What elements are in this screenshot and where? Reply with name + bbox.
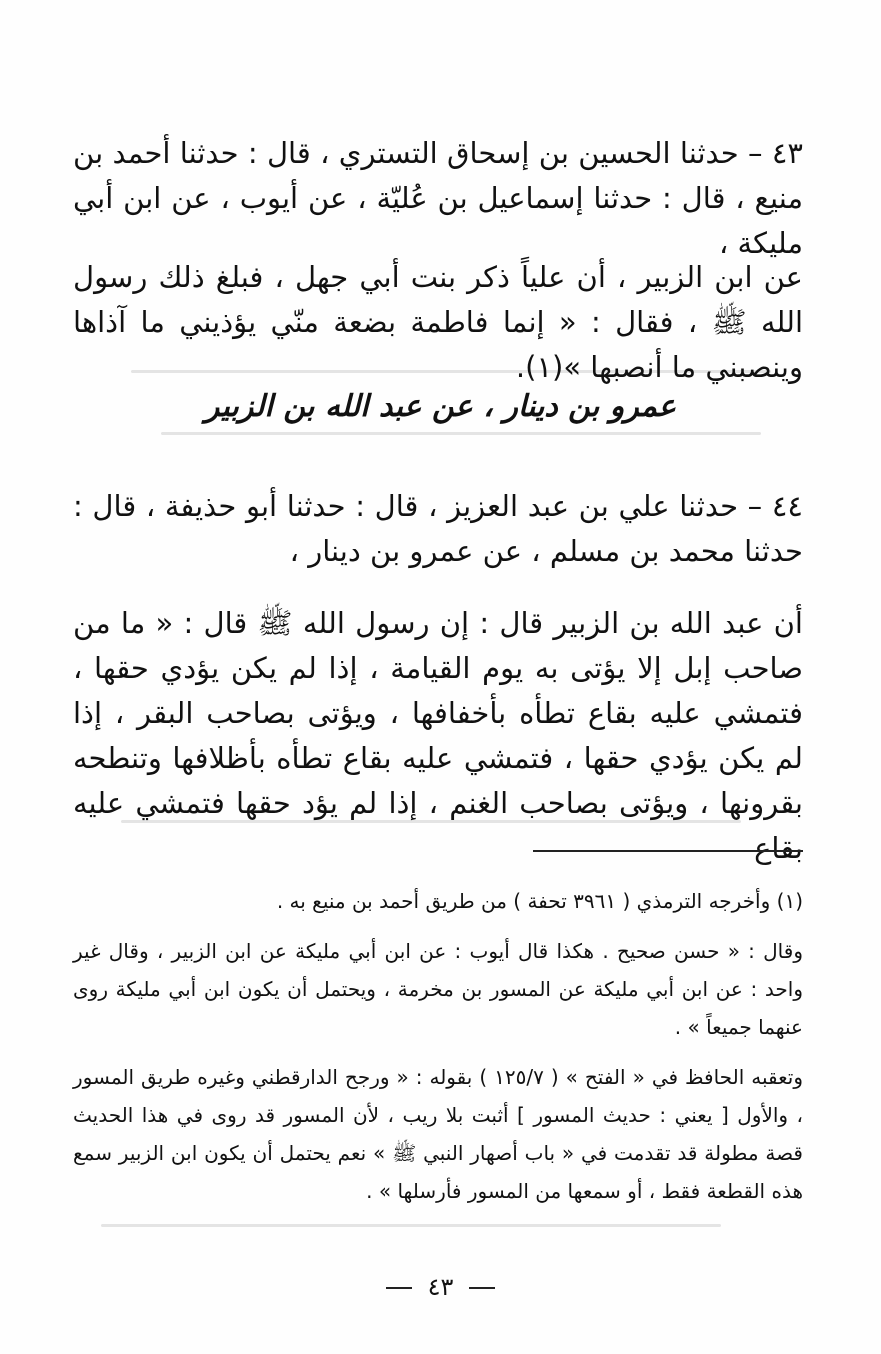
page-number-dash <box>386 1287 412 1289</box>
hadith-44-matn: أن عبد الله بن الزبير قال : إن رسول الله ﷺ قال : « ما من صاحب إبل إلا يؤتى به يوم القيامة ، إذا لم يكن يؤدي حقها ، فتمشي عليه بقاع تطأه بأخفافها ، ويؤتى بصاحب البقر ، إذا لم يكن يؤدي حقها ، فتمشي عليه بقاع تطأه بأظلافها وتنطحه بقرونها ، ويؤتى بصاحب الغنم ، إذا لم يؤد حقها فتمشي عليه بقاع <box>73 606 803 865</box>
hadith-43-matn: عن ابن الزبير ، أن علياً ذكر بنت أبي جهل ، فبلغ ذلك رسول الله ﷺ ، فقال : « إنما فاطمة بضعة منّي يؤذيني ما آذاها وينصبني ما أنصبها »(١). <box>73 260 803 384</box>
hadith-44-isnad: ٤٤ – حدثنا علي بن عبد العزيز ، قال : حدثنا أبو حذيفة ، قال : حدثنا محمد بن مسلم ، عن عمرو بن دينار ، <box>73 489 803 568</box>
footnote-1: (١) وأخرجه الترمذي ( ٣٩٦١ تحفة ) من طريق أحمد بن منيع به . <box>276 889 803 913</box>
footnote-hafiz-comment: وتعقبه الحافظ في « الفتح » ( ١٢٥/٧ ) بقوله : « ورجح الدارقطني وغيره طريق المسور ، والأول [ يعني : حديث المسور ] أثبت بلا ريب ، لأن المسور قد روى في هذا الحديث قصة مطولة قد تقدمت في « باب أصهار النبي ﷺ » نعم يحتمل أن يكون ابن الزبير سمع هذه القطعة فقط ، أو سمعها من المسور فأرسلها » . <box>73 1065 803 1203</box>
footnote-tirmidhi-comment: وقال : « حسن صحيح . هكذا قال أيوب : عن ابن أبي مليكة عن ابن الزبير ، وقال غير واحد : عن ابن أبي مليكة عن المسور بن مخرمة ، ويحتمل أن يكون ابن أبي مليكة روى عنهما جميعاً » . <box>73 939 803 1039</box>
footnote-separator <box>533 850 803 852</box>
bleed-through-mark <box>161 432 761 435</box>
page-number: ٤٣ <box>427 1273 454 1301</box>
hadith-43-isnad: ٤٣ – حدثنا الحسين بن إسحاق التستري ، قال : حدثنا أحمد بن منيع ، قال : حدثنا إسماعيل بن عُليّة ، عن أيوب ، عن ابن أبي مليكة ، <box>73 136 803 260</box>
section-heading: عمرو بن دينار ، عن عبد الله بن الزبير <box>204 389 677 424</box>
page-number-dash <box>469 1287 495 1289</box>
bleed-through-mark <box>101 1224 721 1227</box>
page-number-block <box>0 1272 881 1302</box>
